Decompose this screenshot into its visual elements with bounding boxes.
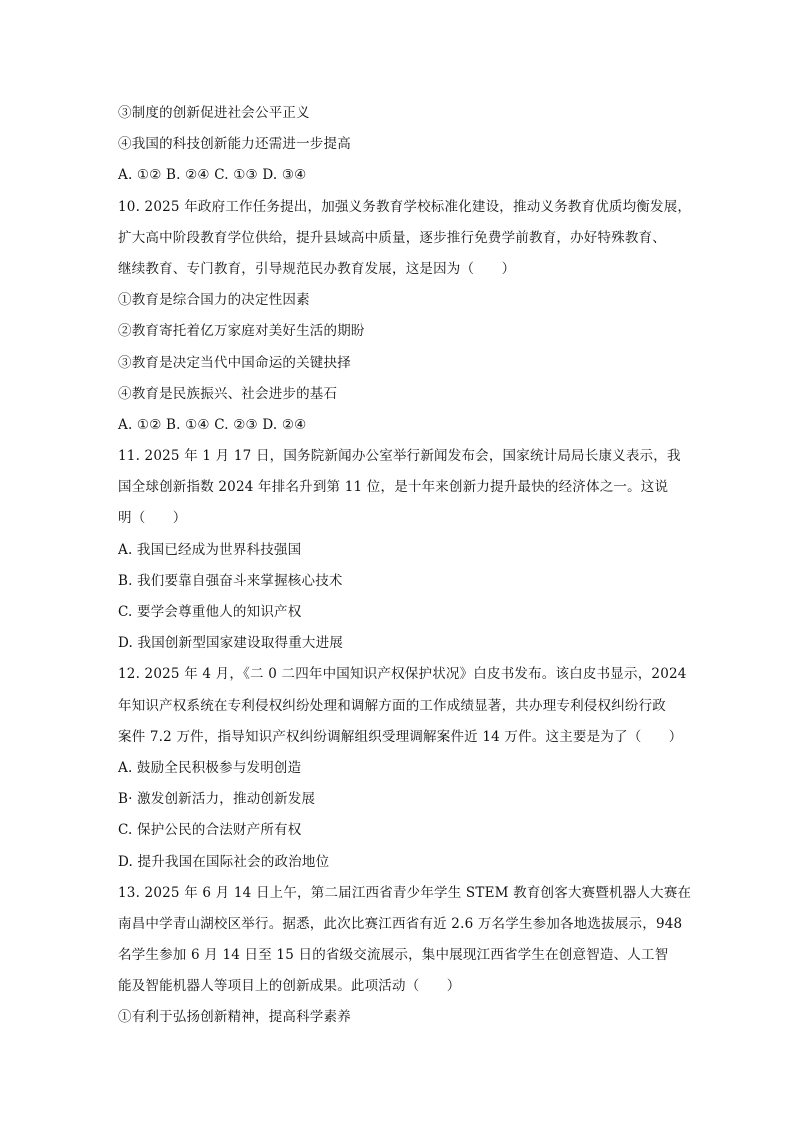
question-11-stem: 11. 2025 年 1 月 17 日，国务院新闻办公室举行新闻发布会，国家统计局局长康义表示，我 (118, 448, 681, 465)
statement-item: ②教育寄托着亿万家庭对美好生活的期盼 (118, 323, 365, 340)
question-11-stem: 国全球创新指数 2024 年排名升到第 11 位，是十年来创新力提升最快的经济体之一。这说 (118, 479, 669, 496)
question-10-stem: 扩大高中阶段教育学位供给，提升县域高中质量，逐步推行免费学前教育，办好特殊教育、 (118, 229, 666, 246)
answer-options: A. ①② B. ①④ C. ②③ D. ②④ (118, 416, 307, 433)
answer-option: A. 我国已经成为世界科技强国 (118, 541, 302, 558)
answer-option: A. 鼓励全民积极参与发明创造 (118, 759, 302, 776)
question-10-stem: 10. 2025 年政府工作任务提出，加强义务教育学校标准化建设，推动义务教育优质均衡发展， (118, 198, 692, 215)
question-11-stem: 明（ ） (118, 510, 187, 527)
question-text-block (118, 101, 692, 1037)
statement-item: ④教育是民族振兴、社会进步的基石 (118, 385, 338, 402)
statement-item: ①教育是综合国力的决定性因素 (118, 292, 310, 309)
question-13-stem: 13. 2025 年 6 月 14 日上午，第二届江西省青少年学生 STEM 教育创客大赛暨机器人大赛在 (118, 884, 692, 901)
statement-item: ①有利于弘扬创新精神，提高科学素养 (118, 1009, 351, 1026)
answer-option: B. 我们要靠自强奋斗来掌握核心技术 (118, 572, 343, 589)
answer-option: D. 我国创新型国家建设取得重大进展 (118, 635, 344, 652)
statement-item: ③教育是决定当代中国命运的关键抉择 (118, 354, 351, 371)
question-12-stem: 12. 2025 年 4 月，《二 0 二四年中国知识产权保护状况》白皮书发布。该白皮书显示，2024 (118, 666, 687, 683)
answer-option: D. 提升我国在国际社会的政治地位 (118, 853, 330, 870)
answer-option: B· 激发创新活力，推动创新发展 (118, 791, 316, 808)
question-12-stem: 年知识产权系统在专利侵权纠纷处理和调解方面的工作成绩显著，共办理专利侵权纠纷行政 (118, 697, 666, 714)
answer-options: A. ①② B. ②④ C. ①③ D. ③④ (118, 167, 307, 184)
question-10-stem: 继续教育、专门教育，引导规范民办教育发展，这是因为（ ） (118, 260, 516, 277)
question-13-stem: 能及智能机器人等项目上的创新成果。此项活动（ ） (118, 978, 461, 995)
question-13-stem: 南昌中学青山湖校区举行。据悉，此次比赛江西省有近 2.6 万名学生参加各地选拔展示，948 (118, 915, 683, 932)
text-line: ③制度的创新促进社会公平正义 (118, 105, 310, 121)
question-13-stem: 名学生参加 6 月 14 日至 15 日的省级交流展示，集中展现江西省学生在创意智造、人工智 (118, 947, 669, 964)
question-12-stem: 案件 7.2 万件，指导知识产权纠纷调解组织受理调解案件近 14 万件。这主要是为了（ ） (118, 728, 683, 745)
answer-option: C. 保护公民的合法财产所有权 (118, 822, 302, 839)
answer-option: C. 要学会尊重他人的知识产权 (118, 604, 302, 620)
text-line: ④我国的科技创新能力还需进一步提高 (118, 136, 351, 153)
